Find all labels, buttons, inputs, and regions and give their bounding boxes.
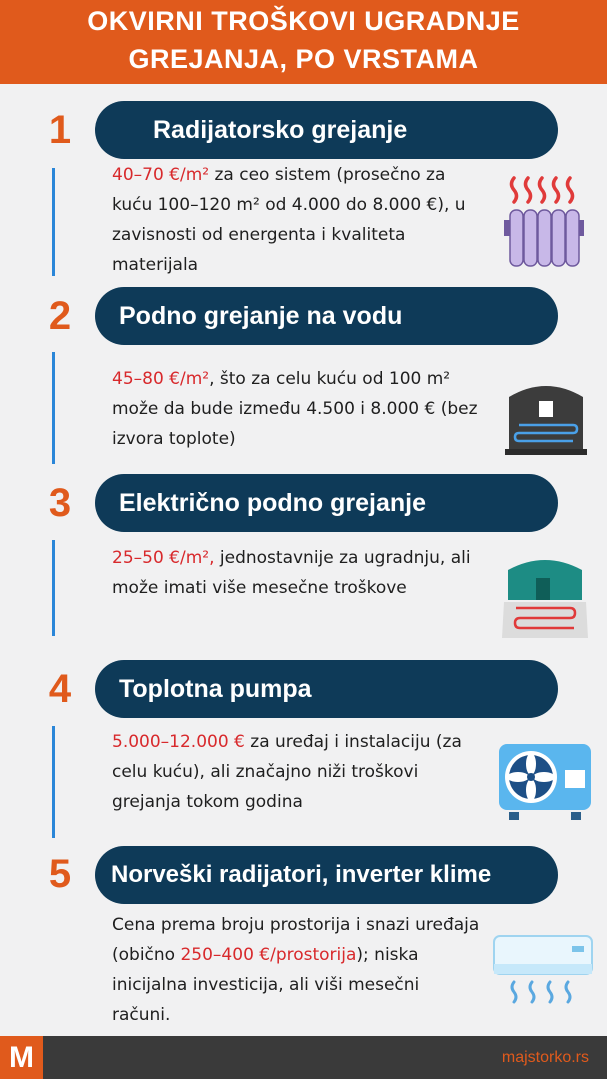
footer bbox=[0, 1036, 607, 1079]
description-text: jednostavnije za ugradnju, ali može imati više mesečne troškove bbox=[112, 548, 471, 598]
header-banner bbox=[0, 0, 607, 84]
section-description bbox=[112, 160, 482, 280]
price-highlight: 25–50 €/m², bbox=[112, 548, 215, 568]
section-title: Električno podno grejanje bbox=[95, 474, 558, 532]
price-highlight: 5.000–12.000 € bbox=[112, 732, 245, 752]
section-title: Norveški radijatori, inverter klime bbox=[95, 846, 558, 904]
description-text: za uređaj i instalaciju (za celu kuću), ali značajno niži troškovi grejanja tokom godina bbox=[112, 732, 462, 812]
description-text: Cena prema broju prostorija i snazi uređaja (obično bbox=[112, 915, 480, 965]
section-description bbox=[112, 727, 482, 817]
section-number: 1 bbox=[48, 108, 72, 152]
section-description bbox=[112, 364, 482, 454]
timeline-line bbox=[52, 540, 55, 636]
section-description bbox=[112, 910, 482, 1030]
timeline-line bbox=[52, 352, 55, 464]
section-number: 4 bbox=[48, 667, 72, 711]
section-title: Toplotna pumpa bbox=[95, 660, 558, 718]
price-highlight: 250–400 €/prostorija bbox=[180, 945, 357, 965]
section-title: Podno grejanje na vodu bbox=[95, 287, 558, 345]
electric-floor-heating-icon bbox=[500, 552, 590, 640]
section-description bbox=[112, 543, 482, 603]
section-number: 5 bbox=[48, 852, 72, 896]
description-text: , što za celu kuću od 100 m² može da bude između 4.500 i 8.000 € (bez izvora toplote) bbox=[112, 369, 478, 449]
timeline-line bbox=[52, 168, 55, 276]
site-link[interactable]: majstorko.rs bbox=[501, 1049, 589, 1066]
heat-pump-icon bbox=[497, 742, 593, 822]
section-number: 2 bbox=[48, 294, 72, 338]
water-floor-heating-icon bbox=[505, 375, 587, 457]
description-text: za ceo sistem (prosečno za kuću 100–120 m² od 4.000 do 8.000 €), u zavisnosti od energenta i kvaliteta materijala bbox=[112, 165, 466, 275]
title-line-1: OKVIRNI TROŠKOVI UGRADNJE bbox=[87, 6, 520, 36]
radiator-icon bbox=[500, 170, 590, 274]
section-title: Radijatorsko grejanje bbox=[95, 101, 558, 159]
title-line-2: GREJANJA, PO VRSTAMA bbox=[128, 44, 479, 74]
timeline-line bbox=[52, 726, 55, 838]
description-text: ); niska inicijalna investicija, ali viši mesečni računi. bbox=[112, 945, 420, 1025]
logo: M bbox=[0, 1036, 43, 1079]
section-number: 3 bbox=[48, 481, 72, 525]
air-conditioner-icon bbox=[492, 934, 594, 1014]
price-highlight: 45–80 €/m² bbox=[112, 369, 210, 389]
price-highlight: 40–70 €/m² bbox=[112, 165, 210, 185]
